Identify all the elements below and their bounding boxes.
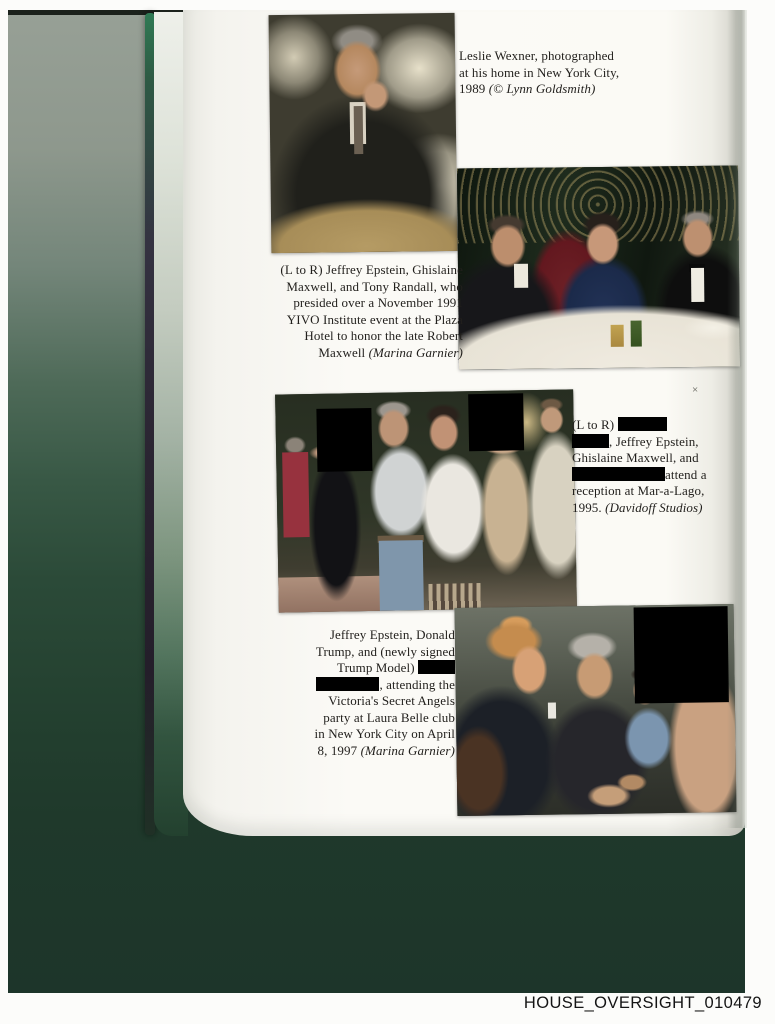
caption-text: (Marina Garnier) (360, 742, 455, 758)
caption-text: Maxwell (318, 344, 369, 360)
caption-text: 1995. (572, 499, 606, 515)
caption-text: 1989 (459, 81, 489, 96)
caption-text: (L to R) Jeffrey Epstein, Ghislaine (280, 262, 463, 277)
caption-text: YIVO Institute event at the Plaza (286, 311, 463, 327)
caption-text: 8, 1997 (317, 742, 361, 758)
redaction-box-face-right (468, 393, 524, 451)
photo-wexner-portrait (269, 13, 458, 253)
redaction-box-face (634, 606, 729, 703)
photo-laura-belle (455, 604, 737, 816)
caption-text: presided over a November 1991 (293, 295, 463, 310)
caption-text: Trump Model) (337, 660, 418, 675)
page-right-edge-shadow (727, 10, 747, 828)
photo-yivo-dinner (457, 166, 740, 370)
caption-mar-a-lago (572, 417, 737, 516)
caption-text: , attending the (379, 676, 455, 692)
redaction-inline (316, 677, 379, 691)
caption-text: Hotel to honor the late Robert (304, 328, 463, 343)
caption-text: reception at Mar-a-Lago, (572, 483, 705, 498)
caption-text: (Davidoff Studios) (605, 499, 703, 515)
caption-text: Trump, and (newly signed (315, 643, 455, 659)
caption-text: Maxwell, and Tony Randall, who (286, 278, 463, 294)
redaction-inline (618, 417, 667, 431)
caption-wexner (459, 48, 674, 98)
caption-text: (© Lynn Goldsmith) (488, 81, 596, 96)
caption-text: (L to R) (572, 417, 618, 432)
caption-text: (Marina Garnier) (368, 344, 463, 360)
caption-text: in New York City on April (314, 726, 455, 741)
caption-text: party at Laura Belle club (323, 709, 455, 725)
photo-mar-a-lago (275, 389, 577, 612)
caption-text: , Jeffrey Epstein, (609, 433, 699, 449)
caption-text: attend a (665, 466, 707, 482)
caption-text: Victoria's Secret Angels (328, 693, 455, 708)
caption-laura-belle (250, 627, 455, 759)
caption-text: Leslie Wexner, photographed (459, 48, 615, 63)
redaction-inline (418, 660, 455, 674)
scan-artifact-mark: × (692, 384, 699, 396)
redaction-box-face-left (316, 408, 372, 472)
caption-text: Ghislaine Maxwell, and (572, 450, 699, 465)
caption-yivo (248, 262, 463, 361)
redaction-inline (572, 467, 665, 481)
redaction-inline (572, 434, 609, 448)
caption-text: at his home in New York City, (459, 64, 620, 80)
caption-text: Jeffrey Epstein, Donald (329, 627, 455, 642)
bates-number: HOUSE_OVERSIGHT_010479 (523, 994, 762, 1012)
